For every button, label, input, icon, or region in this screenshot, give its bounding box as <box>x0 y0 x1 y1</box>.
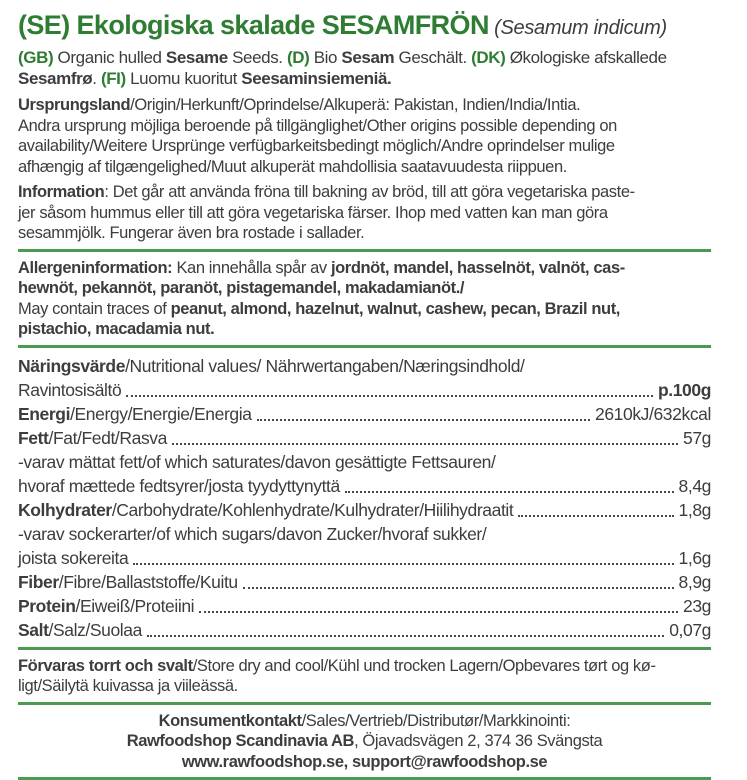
text-segment: hvoraf mættede fedtsyrer/josta tyydyttynyttä <box>18 475 340 496</box>
text-line <box>18 48 711 69</box>
divider-rule <box>18 249 711 252</box>
dot-leader <box>199 611 678 613</box>
text-segment: -varav sockerarter/of which sugars/davon Zucker/hvoraf sukker/ <box>18 523 487 544</box>
text-segment: , Öjavadsvägen 2, 374 36 Svängsta <box>354 732 603 750</box>
text-segment: (D) <box>286 48 310 67</box>
text-segment: /Origin/Herkunft/Oprindelse/Alkuperä: Pakistan, Indien/India/Intia. <box>130 96 581 114</box>
text-line <box>18 752 711 773</box>
product-title-text: (SE) Ekologiska skalade SESAMFRÖN <box>18 10 489 40</box>
text-segment: Konsumentkontakt <box>158 711 302 730</box>
text-segment: availability/Weitere Ursprünge verfügbarkeitsbedingt möglich/Andre oprindelser mulige <box>18 137 615 155</box>
nutrition-label <box>18 546 128 570</box>
text-segment: May contain traces of <box>18 299 171 318</box>
text-segment: Salt <box>18 619 49 640</box>
nutrition-row <box>18 450 711 474</box>
nutrition-value: 8,4g <box>678 475 711 496</box>
dot-leader <box>133 563 673 565</box>
text-segment: Fett <box>18 427 49 448</box>
text-segment: -varav mättat fett/of which saturates/davon gesättigte Fettsauren/ <box>18 451 496 472</box>
text-segment: Fiber <box>18 571 59 592</box>
text-segment: jer såsom hummus eller till att göra vegetariska färser. Ihop med vatten kan man göra <box>18 203 608 222</box>
divider-rule <box>18 647 711 650</box>
nutrition-value: 8,9g <box>678 571 711 592</box>
contact-block <box>18 711 711 773</box>
text-segment: pistachio, macadamia nut. <box>18 320 215 338</box>
dot-leader <box>147 635 664 637</box>
nutrition-label <box>18 522 486 546</box>
text-segment: hewnöt, pekannöt, paranöt, pistagemandel, makadamianöt./ <box>18 279 465 297</box>
nutrition-row <box>18 594 711 618</box>
text-segment: Kan innehålla spår av <box>172 258 331 277</box>
nutrition-label <box>18 498 513 522</box>
text-line <box>18 95 711 116</box>
nutrition-label <box>18 474 340 498</box>
text-line <box>18 258 711 279</box>
text-segment: (FI) <box>100 68 126 88</box>
nutrition-label <box>18 426 167 450</box>
nutrition-row <box>18 546 711 570</box>
origin-paragraph <box>18 95 711 177</box>
text-segment: : Det går att använda fröna till bakning av bröd, till att göra vegetariska paste- <box>104 183 635 201</box>
divider-rule <box>18 345 711 348</box>
text-segment: Geschält. <box>394 48 472 67</box>
nutrition-label <box>18 594 194 618</box>
text-segment: /Carbohydrate/Kohlenhydrate/Kulhydrater/Hiilihydraatit <box>111 499 514 520</box>
text-segment: sesammjölk. Fungerar även bra rostade i sallader. <box>18 224 365 242</box>
text-line <box>18 319 711 340</box>
text-segment: Ravintosisältö <box>18 379 122 400</box>
nutrition-value: 1,8g <box>678 499 711 520</box>
divider-rule <box>18 702 711 705</box>
nutrition-label <box>18 402 252 426</box>
text-segment: Näringsvärde <box>18 355 126 376</box>
text-segment: (GB) <box>18 48 54 67</box>
text-segment: joista sokereita <box>18 547 129 568</box>
text-segment: /Nutritional values/ Nährwertangaben/Næringsindhold/ <box>125 355 525 376</box>
text-segment: Seeds. <box>227 48 287 67</box>
text-line <box>18 299 711 320</box>
text-segment: Økologiske afskallede <box>505 48 667 67</box>
text-segment: www.rawfoodshop.se, support@rawfoodshop.se <box>181 752 548 771</box>
text-segment: Sesamfrø <box>18 68 93 88</box>
text-segment: Protein <box>18 595 76 616</box>
text-segment: Information <box>18 183 105 201</box>
nutrition-row <box>18 498 711 522</box>
nutrition-row <box>18 402 711 426</box>
dot-leader <box>257 419 590 421</box>
text-line <box>18 223 711 244</box>
nutrition-value: 2610kJ/632kcal <box>594 403 711 424</box>
text-segment: jordnöt, mandel, hasselnöt, valnöt, cas- <box>330 258 625 277</box>
text-line <box>18 136 711 157</box>
text-line <box>18 69 711 90</box>
text-segment: /Fat/Fedt/Rasva <box>48 427 167 448</box>
text-line <box>18 157 711 178</box>
nutrition-label <box>18 618 142 642</box>
dot-leader <box>243 587 674 589</box>
text-line <box>18 731 711 752</box>
text-segment: Allergeninformation: <box>18 258 173 277</box>
text-segment: . <box>92 68 101 88</box>
allergen-paragraph <box>18 258 711 340</box>
text-segment: ligt/Säilytä kuivassa ja viileässä. <box>18 677 238 695</box>
product-subtitle <box>18 48 711 89</box>
nutrition-label <box>18 450 495 474</box>
text-segment: Kolhydrater <box>18 499 112 520</box>
text-segment: Organic hulled <box>53 48 166 67</box>
text-segment: afhængig af tilgængelighed/Muut alkuperät mahdollisia saatavuudesta riippuen. <box>18 157 567 176</box>
text-segment: Andra ursprung möjliga beroende på tillgänglighet/Other origins possible depending on <box>18 116 617 135</box>
nutrition-row <box>18 378 711 402</box>
text-segment: Förvaras torrt och svalt <box>18 656 193 675</box>
text-segment: Rawfoodshop Scandinavia AB <box>126 732 355 750</box>
nutrition-row <box>18 522 711 546</box>
text-segment: Ursprungsland <box>18 96 131 114</box>
text-segment: Seesaminsiemeniä. <box>241 68 392 88</box>
text-segment: Sesame <box>165 48 228 67</box>
nutrition-value: 1,6g <box>678 547 711 568</box>
nutrition-label <box>18 354 525 378</box>
text-line <box>18 676 711 697</box>
nutrition-row <box>18 618 711 642</box>
nutrition-row <box>18 570 711 594</box>
text-segment: Energi <box>18 403 71 424</box>
text-line <box>18 711 711 732</box>
text-segment: Sesam <box>341 48 395 67</box>
nutrition-row <box>18 426 711 450</box>
text-segment: /Sales/Vertrieb/Distributør/Markkinointi: <box>301 711 571 730</box>
nutrition-label <box>18 378 121 402</box>
nutrition-row <box>18 354 711 378</box>
nutrition-label <box>18 570 238 594</box>
dot-leader <box>126 395 653 397</box>
text-line <box>18 116 711 137</box>
dot-leader <box>518 515 673 517</box>
storage-paragraph <box>18 656 711 697</box>
text-segment: peanut, almond, hazelnut, walnut, cashew, pecan, Brazil nut, <box>170 299 620 318</box>
text-segment: Bio <box>309 48 342 67</box>
text-line <box>18 182 711 203</box>
text-segment: /Salz/Suolaa <box>48 619 142 640</box>
dot-leader <box>345 491 674 493</box>
nutrition-value: p.100g <box>657 379 711 400</box>
text-segment: /Fibre/Ballaststoffe/Kuitu <box>58 571 238 592</box>
nutrition-table <box>18 354 711 642</box>
text-line <box>18 278 711 299</box>
nutrition-value: 0,07g <box>669 619 711 640</box>
text-segment: /Eiweiß/Proteiini <box>75 595 195 616</box>
text-segment: /Store dry and cool/Kühl und trocken Lagern/Opbevares tørt og kø- <box>192 656 656 675</box>
text-line <box>18 656 711 677</box>
nutrition-row <box>18 474 711 498</box>
latin-name: (Sesamum indicum) <box>488 17 667 39</box>
nutrition-value: 23g <box>683 595 711 616</box>
nutrition-value: 57g <box>683 427 711 448</box>
product-title <box>18 7 711 44</box>
text-segment: Luomu kuoritut <box>125 68 242 88</box>
text-segment: /Energy/Energie/Energia <box>70 403 252 424</box>
text-segment: (DK) <box>471 48 506 67</box>
information-paragraph <box>18 182 711 244</box>
text-line <box>18 203 711 224</box>
dot-leader <box>172 443 678 445</box>
